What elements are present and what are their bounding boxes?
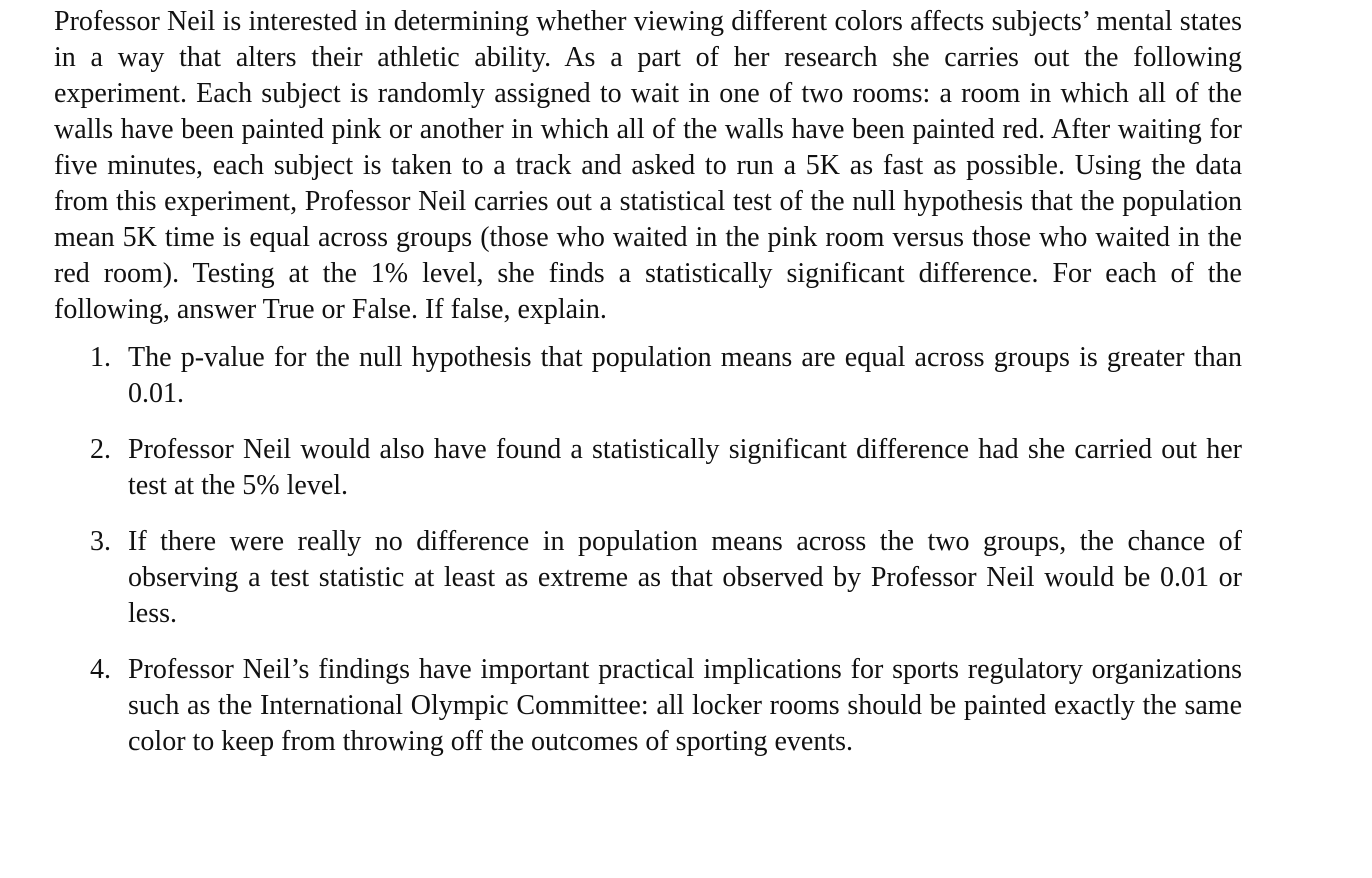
question-item-1 — [54, 340, 1242, 412]
question-text: If there were really no difference in population means across the two groups, the chance of observing a test statistic at least as extreme as that observed by Professor Neil would be 0.01 or less. — [128, 526, 1242, 629]
question-text: Professor Neil’s findings have important practical implications for sports regulatory organizations such as the International Olympic Committee: all locker rooms should be painted exactly the same color to keep from throwing off the outcomes of sporting events. — [128, 654, 1242, 757]
question-item-2 — [54, 432, 1242, 504]
question-number: 4. — [90, 654, 111, 685]
document-body — [54, 4, 1242, 780]
question-number: 2. — [90, 434, 111, 465]
question-text: Professor Neil would also have found a statistically significant difference had she carried out her test at the 5% level. — [128, 434, 1242, 501]
question-item-3 — [54, 524, 1242, 632]
question-text: The p-value for the null hypothesis that population means are equal across groups is greater than 0.01. — [128, 342, 1242, 409]
question-number: 1. — [90, 342, 111, 373]
question-number: 3. — [90, 526, 111, 557]
problem-statement: Professor Neil is interested in determining whether viewing different colors affects subjects’ mental states in a way that alters their athletic ability. As a part of her research she carries out the following experiment. Each subject is randomly assigned to wait in one of two rooms: a room in which all of the walls have been painted pink or another in which all of the walls have been painted red. After waiting for five minutes, each subject is taken to a track and asked to run a 5K as fast as possible. Using the data from this experiment, Professor Neil carries out a statistical test of the null hypothesis that the population mean 5K time is equal across groups (those who waited in the pink room versus those who waited in the red room). Testing at the 1% level, she finds a statistically significant difference. For each of the following, answer True or False. If false, explain. — [54, 6, 1242, 325]
question-list — [54, 340, 1242, 760]
question-item-4 — [54, 652, 1242, 760]
